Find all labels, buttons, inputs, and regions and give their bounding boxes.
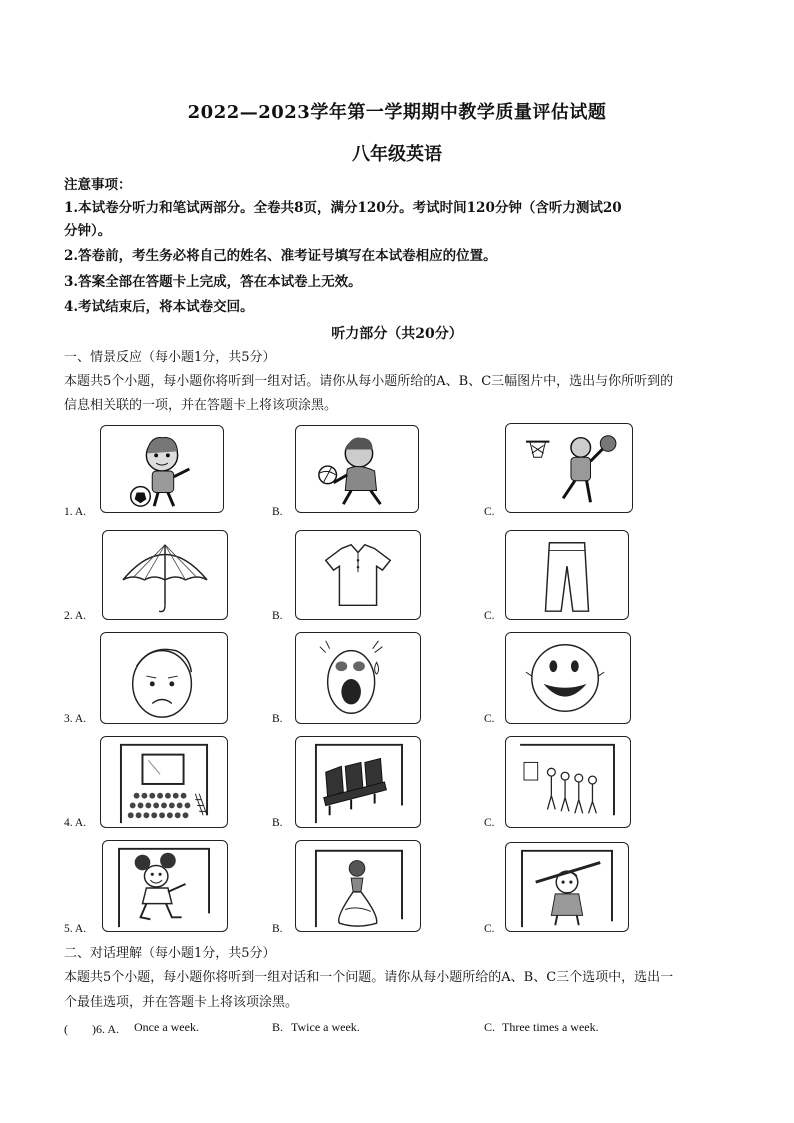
boy-basketball-icon: [506, 424, 632, 512]
notice-item-3: 3.答案全部在答题卡上完成，答在本试卷上无效。: [64, 274, 362, 290]
q3-label-c: C.: [484, 713, 495, 725]
q6-option-a[interactable]: Once a week.: [134, 1020, 199, 1034]
q3-option-a-image: [100, 632, 228, 724]
q1-option-a-image: [100, 425, 224, 513]
q1-option-c-image: [505, 423, 633, 513]
q6-option-b-label: B.: [272, 1020, 284, 1034]
part2-instruction-2: 个最佳选项，并在答题卡上将该项涂黑。: [64, 995, 299, 1010]
q5-option-b-image: [295, 840, 421, 932]
boy-soccer-icon: [101, 426, 223, 512]
mickey-icon: [103, 841, 227, 931]
q5-option-c-image: [505, 842, 629, 932]
q1-label-c: C.: [484, 506, 495, 518]
q3-option-c-image: [505, 632, 631, 724]
q6-option-c-label: C.: [484, 1020, 496, 1034]
umbrella-icon: [103, 531, 227, 619]
notice-item-4: 4.考试结束后，将本试卷交回。: [64, 299, 254, 315]
part2-instruction-1: 本题共5个小题，每小题你将听到一组对话和一个问题。请你从每小题所给的A、B、C三个选项中，选出一: [64, 970, 674, 985]
exam-subtitle: 八年级英语: [352, 144, 442, 165]
q2-option-c-image: [505, 530, 629, 620]
q4-label-a: 4. A.: [64, 817, 87, 829]
q2-option-a-image: [102, 530, 228, 620]
notice-item-1-cont: 分钟）。: [64, 223, 112, 239]
q3-option-b-image: [295, 632, 421, 724]
q1-label-a: 1. A.: [64, 506, 87, 518]
q1-label-b: B.: [272, 506, 283, 518]
q4-option-a-image: [100, 736, 228, 828]
q4-option-b-image: [295, 736, 421, 828]
princess-icon: [296, 841, 420, 931]
q2-label-c: C.: [484, 610, 495, 622]
part1-instruction-2: 信息相关联的一项，并在答题卡上将该项涂黑。: [64, 398, 338, 413]
crying-face-icon: [296, 633, 420, 723]
q2-label-a: 2. A.: [64, 610, 87, 622]
q5-label-b: B.: [272, 923, 283, 935]
q6-option-c[interactable]: Three times a week.: [502, 1020, 599, 1034]
notice-heading: 注意事项：: [64, 177, 132, 193]
q1-option-b-image: [295, 425, 419, 513]
q4-label-b: B.: [272, 817, 283, 829]
part1-heading: 一、情景反应（每小题1分，共5分）: [64, 350, 276, 365]
q4-option-c-image: [505, 736, 631, 828]
q5-label-c: C.: [484, 923, 495, 935]
shirt-icon: [296, 531, 420, 619]
q4-label-c: C.: [484, 817, 495, 829]
part2-heading: 二、对话理解（每小题1分，共5分）: [64, 946, 276, 961]
part1-instruction-1: 本题共5个小题，每小题你将听到一组对话。请你从每小题所给的A、B、C三幅图片中，选出与你所听到的: [64, 374, 674, 389]
sad-face-icon: [101, 633, 227, 723]
queue-icon: [506, 737, 630, 827]
notice-item-2: 2.答卷前，考生务必将自己的姓名、准考证号填写在本试卷相应的位置。: [64, 248, 497, 264]
q2-option-b-image: [295, 530, 421, 620]
monkey-king-icon: [506, 843, 628, 931]
seats-icon: [296, 737, 420, 827]
q5-option-a-image: [102, 840, 228, 932]
notice-item-1: 1.本试卷分听力和笔试两部分。全卷共8页，满分120分。考试时间120分钟（含听力测试20: [64, 200, 622, 216]
happy-face-icon: [506, 633, 630, 723]
q6-option-b[interactable]: Twice a week.: [291, 1020, 360, 1034]
listening-title: 听力部分（共20分）: [331, 326, 463, 342]
pants-icon: [506, 531, 628, 619]
exam-title: 2022—2023学年第一学期期中教学质量评估试题: [187, 102, 607, 123]
q2-label-b: B.: [272, 610, 283, 622]
q3-label-b: B.: [272, 713, 283, 725]
q3-label-a: 3. A.: [64, 713, 87, 725]
cinema-icon: [101, 737, 227, 827]
boy-volleyball-icon: [296, 426, 418, 512]
q6-answer-blank[interactable]: ( )6. A.: [64, 1022, 119, 1036]
q5-label-a: 5. A.: [64, 923, 87, 935]
